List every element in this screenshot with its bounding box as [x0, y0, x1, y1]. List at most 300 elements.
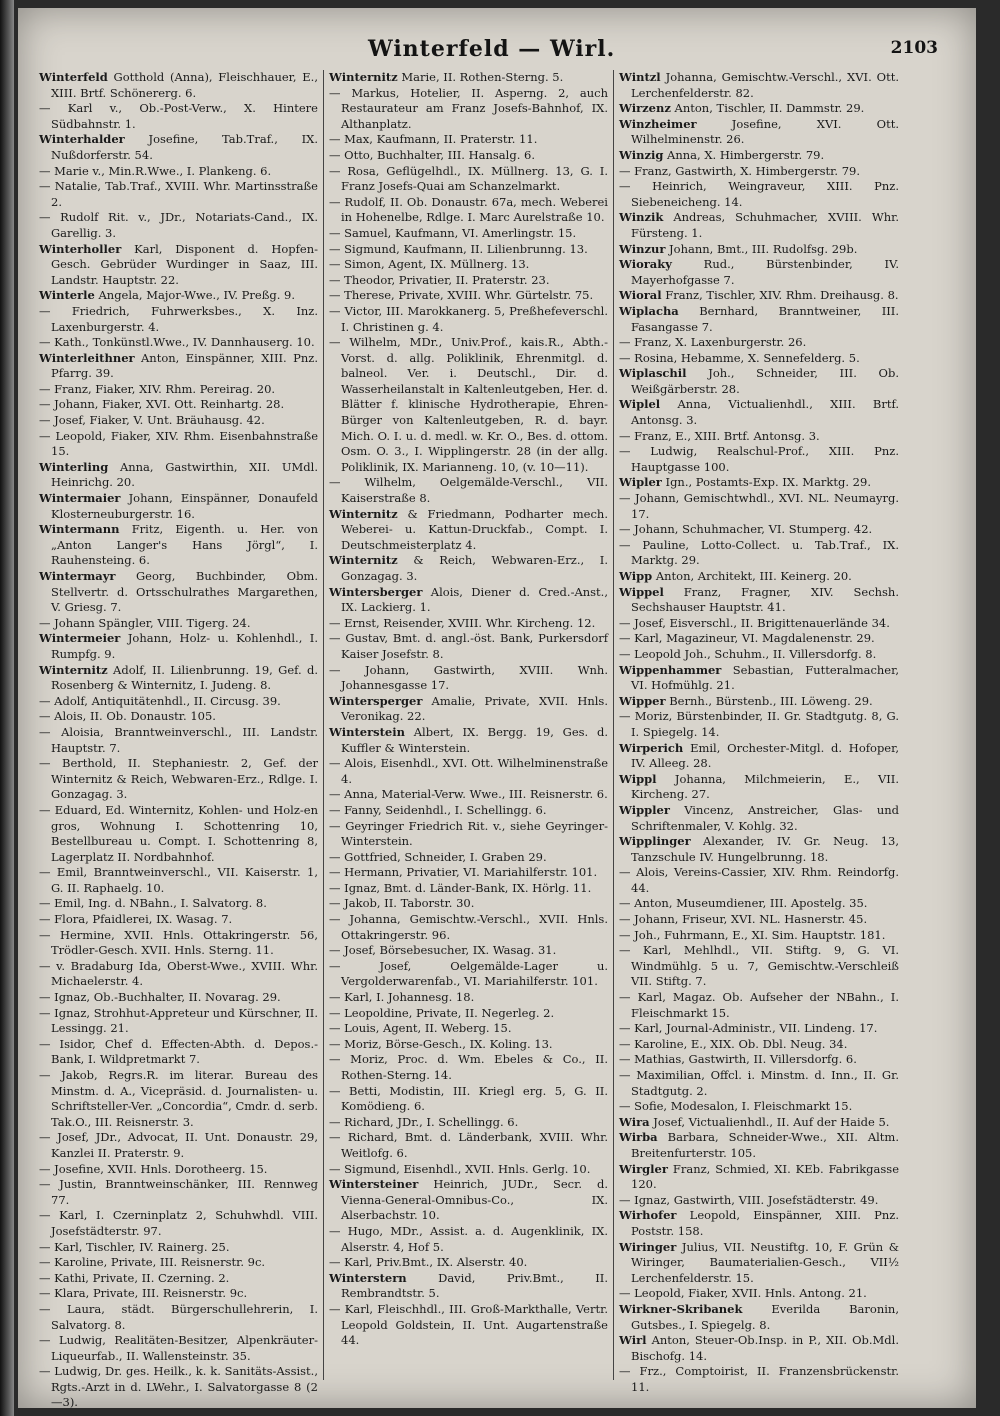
- directory-entry: [39, 616, 318, 632]
- entry-headword: Wintersperger: [329, 693, 423, 708]
- entry-text: Adolf, II. Lilienbrunng. 19, Gef. d. Rosenberg & Winternitz, I. Judeng. 8.: [51, 662, 318, 693]
- entry-text: — Johann Spängler, VIII. Tigerg. 24.: [39, 615, 251, 630]
- entry-headword: Wirperich: [619, 740, 684, 755]
- entry-text: — Leopold Joh., Schuhm., II. Villersdorfg. 8.: [619, 646, 877, 661]
- directory-entry: [619, 647, 899, 663]
- entry-text: — Anton, Museumdiener, III. Apostelg. 35.: [619, 896, 868, 911]
- entry-text: — Betti, Modistin, III. Kriegl erg. 5, G. II. Komödieng. 6.: [329, 1083, 608, 1114]
- entry-text: — Karl v., Ob.-Post-Verw., X. Hintere Südbahnstr. 1.: [39, 101, 318, 131]
- directory-entry: [329, 959, 608, 990]
- directory-entry: [619, 1162, 899, 1193]
- entry-text: — Rudolf Rit. v., JDr., Notariats-Cand., IX. Garellig. 3.: [39, 210, 318, 240]
- directory-entry: [39, 1271, 318, 1287]
- directory-entry: [619, 351, 899, 367]
- entry-text: — Fanny, Seidenhdl., I. Schellingg. 6.: [329, 802, 547, 817]
- directory-entry: [329, 725, 608, 756]
- entry-text: — Sigmund, Eisenhdl., XVII. Hnls. Gerlg. 10.: [329, 1161, 591, 1176]
- directory-entry: [619, 741, 899, 772]
- entry-text: Bernhard, Branntweiner, III. Fasangasse 7.: [631, 303, 899, 334]
- entry-text: Johanna, Milchmeierin, E., VII. Kircheng. 27.: [631, 771, 899, 802]
- entry-text: — Flora, Pfaidlerei, IX. Wasag. 7.: [39, 912, 233, 927]
- entry-text: — Karl, Magaz. Ob. Aufseher der NBahn., I. Fleischmarkt 15.: [619, 990, 899, 1020]
- entry-headword: Wippl: [619, 771, 657, 786]
- directory-entry: [619, 397, 899, 428]
- directory-entry: [39, 1240, 318, 1256]
- entry-text: — Hermann, Privatier, VI. Mariahilferstr. 101.: [329, 865, 598, 880]
- entry-text: — Ignaz, Strohhut-Appreteur und Kürschner, II. Lessingg. 21.: [39, 1005, 318, 1036]
- entry-text: Johann, Holz- u. Kohlenhdl., I. Rumpfg. 9.: [51, 631, 318, 661]
- entry-text: Albert, IX. Bergg. 19, Ges. d. Kuffler & Winterstein.: [341, 724, 608, 755]
- directory-entry: [619, 1115, 899, 1131]
- entry-headword: Winterholler: [39, 241, 122, 256]
- entry-headword: Wintermayr: [39, 569, 116, 583]
- directory-entry: [619, 1364, 899, 1395]
- directory-entry: [619, 288, 899, 304]
- entry-text: — Karl, Tischler, IV. Rainerg. 25.: [39, 1239, 230, 1254]
- entry-text: — Leopoldine, Private, II. Negerleg. 2.: [329, 1005, 555, 1020]
- directory-entry: [329, 881, 608, 897]
- directory-entry: [619, 366, 899, 397]
- entry-text: — Johann, Gastwirth, XVIII. Wnh. Johannesgasse 17.: [329, 662, 608, 693]
- entry-text: Emil, Orchester-Mitgl. d. Hofoper, IV. Alleeg. 28.: [631, 740, 899, 771]
- directory-entry: [329, 663, 608, 694]
- directory-entry: [619, 538, 899, 569]
- directory-entry: [619, 1099, 899, 1115]
- directory-entry: [39, 70, 318, 101]
- entry-text: & Reich, Webwaren-Erz., I. Gonzagag. 3.: [341, 553, 608, 583]
- entry-text: — Karl, I. Johannesg. 18.: [329, 990, 475, 1005]
- entry-text: — Johann, Friseur, XVI. NL. Hasnerstr. 45.: [619, 912, 868, 927]
- entry-text: — Karl, Magazineur, VI. Magdalenenstr. 29.: [619, 631, 875, 646]
- entry-text: — Ludwig, Dr. ges. Heilk., k. k. Sanitäts-Assist., Rgts.-Arzt in d. LWehr., I. Salvatorgasse 8 (2—3).: [39, 1364, 318, 1410]
- entry-text: Amalie, Private, XVII. Hnls. Veronikag. 22.: [341, 693, 608, 724]
- directory-entry: [329, 475, 608, 506]
- directory-entry: [39, 101, 318, 132]
- directory-entry: [39, 725, 318, 756]
- directory-entry: [39, 990, 318, 1006]
- directory-entry: [619, 585, 899, 616]
- entry-text: — Johanna, Gemischtw.-Verschl., XVII. Hnls. Ottakringerstr. 96.: [329, 912, 608, 942]
- entry-text: Johanna, Gemischtw.-Verschl., XVI. Ott. Lerchenfelderstr. 82.: [631, 70, 899, 100]
- entry-headword: Winterfeld: [39, 70, 108, 84]
- entry-text: — Gustav, Bmt. d. angl.-öst. Bank, Purkersdorf Kaiser Josefstr. 8.: [329, 631, 608, 661]
- entry-headword: Wirzenz: [619, 101, 671, 116]
- directory-entry: [39, 694, 318, 710]
- entry-text: Josefine, Tab.Traf., IX. Nußdorferstr. 54.: [51, 132, 318, 162]
- entry-text: Anton, Einspänner, XIII. Pnz. Pfarrg. 39.: [51, 350, 318, 381]
- directory-entry: [329, 1115, 608, 1131]
- entry-headword: Wiplaschil: [619, 366, 687, 381]
- directory-entry: [39, 397, 318, 413]
- directory-page: [18, 8, 976, 1408]
- page-header: [38, 28, 938, 68]
- directory-entry: [39, 803, 318, 865]
- entry-headword: Wintersteiner: [329, 1177, 419, 1192]
- entry-text: — Sigmund, Kaufmann, II. Lilienbrunng. 13.: [329, 241, 588, 256]
- entry-text: Barbara, Schneider-Wwe., XII. Altm. Breitenfurterstr. 105.: [631, 1130, 899, 1160]
- directory-entry: [39, 491, 318, 522]
- directory-entry: [619, 164, 899, 180]
- directory-entry: [619, 335, 899, 351]
- directory-entry: [329, 912, 608, 943]
- directory-columns: [34, 70, 906, 1410]
- entry-text: — Joh., Fuhrmann, E., XI. Sim. Hauptstr. 181.: [619, 927, 886, 942]
- entry-text: — Sofie, Modesalon, I. Fleischmarkt 15.: [619, 1099, 853, 1114]
- directory-entry: [619, 834, 899, 865]
- entry-text: Josefine, XVI. Ott. Wilhelminenstr. 26.: [631, 116, 899, 147]
- column-3: [614, 70, 904, 1394]
- running-head: Winterfeld — Wirl.: [368, 36, 616, 62]
- entry-text: — Kathi, Private, II. Czerning. 2.: [39, 1270, 230, 1285]
- directory-entry: [329, 148, 608, 164]
- directory-entry: [619, 522, 899, 538]
- page-number: 2103: [890, 38, 938, 58]
- book-gutter: [0, 0, 14, 1416]
- directory-entry: [39, 210, 318, 241]
- entry-headword: Winzheimer: [619, 116, 697, 131]
- entry-text: — Johann, Fiaker, XVI. Ott. Reinhartg. 28.: [39, 397, 285, 412]
- directory-entry: [329, 70, 608, 86]
- entry-text: — Anna, Material-Verw. Wwe., III. Reisnerstr. 6.: [329, 787, 608, 802]
- entry-text: — Heinrich, Weingraveur, XIII. Pnz. Siebeneicheng. 14.: [619, 179, 899, 209]
- entry-headword: Winzur: [619, 241, 666, 256]
- directory-entry: [39, 928, 318, 959]
- entry-text: — Gottfried, Schneider, I. Graben 29.: [329, 849, 547, 864]
- entry-text: — Karl, I. Czerninplatz 2, Schuhwhdl. VIII. Josefstädterstr. 97.: [39, 1208, 318, 1238]
- directory-entry: [619, 491, 899, 522]
- directory-entry: [39, 1333, 318, 1364]
- directory-entry: [39, 1006, 318, 1037]
- entry-headword: Winterling: [39, 459, 109, 474]
- directory-entry: [619, 117, 899, 148]
- directory-entry: [39, 413, 318, 429]
- entry-text: — Isidor, Chef d. Effecten-Abth. d. Depos.-Bank, I. Wildpretmarkt 7.: [39, 1036, 318, 1067]
- entry-text: — Josef, Oelgemälde-Lager u. Vergolderwarenfab., VI. Mariahilferstr. 101.: [329, 958, 608, 989]
- entry-text: — Victor, III. Marokkanerg. 5, Preßhefeverschl. I. Christinen g. 4.: [329, 303, 608, 334]
- directory-entry: [329, 1084, 608, 1115]
- entry-headword: Wira: [619, 1114, 650, 1129]
- directory-entry: [619, 990, 899, 1021]
- entry-text: — Josefine, XVII. Hnls. Dorotheerg. 15.: [39, 1161, 268, 1176]
- entry-text: — Wilhelm, MDr., Univ.Prof., kais.R., Abth.-Vorst. d. allg. Poliklinik, Ehrenmitgl. d. balneol. Ver. i. Deutschl., Dir. d. Wasserheilanstalt in Kaltenleutgeben, Her. d. Blätter f. klinische Hydrotherapie, Ehren-Bürger von Kaltenleutgeben, R. d. bayr. Mich. O. I. u. d. medl. w. Kr. O., Bes. d. ottom. Osm. O. 3., I. Wipplingerstr. 28 (in der allg. Poliklinik, IX. Marianneng. 10, (v. 10—11).: [329, 335, 608, 474]
- entry-text: Franz, Fragner, XIV. Sechsh. Sechshauser Hauptstr. 41.: [631, 584, 899, 615]
- entry-text: — Alois, Vereins-Cassier, XIV. Rhm. Reindorfg. 44.: [619, 865, 899, 895]
- directory-entry: [329, 1255, 608, 1271]
- entry-headword: Winternitz: [39, 662, 108, 677]
- entry-text: Heinrich, JUDr., Secr. d. Vienna-General-Omnibus-Co., IX. Alserbachstr. 10.: [341, 1177, 608, 1223]
- directory-entry: [39, 709, 318, 725]
- entry-text: Julius, VII. Neustiftg. 10, F. Grün & Wiringer, Baumaterialien-Gesch., VII½ Lerchenfelderstr. 15.: [631, 1239, 899, 1285]
- directory-entry: [329, 896, 608, 912]
- directory-entry: [39, 1162, 318, 1178]
- directory-entry: [619, 148, 899, 164]
- directory-entry: [39, 569, 318, 616]
- entry-headword: Winterleithner: [39, 350, 135, 365]
- entry-text: Georg, Buchbinder, Obm. Stellvertr. d. Ortsschulrathes Margarethen, V. Griesg. 7.: [51, 569, 318, 615]
- directory-entry: [619, 912, 899, 928]
- entry-text: — Jakob, II. Taborstr. 30.: [329, 896, 475, 911]
- directory-entry: [39, 631, 318, 662]
- directory-entry: [329, 553, 608, 584]
- entry-text: — Ernst, Reisender, XVIII. Whr. Kircheng. 12.: [329, 615, 596, 630]
- directory-entry: [619, 1302, 899, 1333]
- entry-text: Johann, Bmt., III. Rudolfsg. 29b.: [665, 241, 858, 256]
- directory-entry: [39, 1037, 318, 1068]
- directory-entry: [619, 772, 899, 803]
- entry-headword: Wirkner-Skribanek: [619, 1301, 743, 1316]
- directory-entry: [329, 257, 608, 273]
- entry-text: — Markus, Hotelier, II. Asperng. 2, auch Restaurateur am Franz Josefs-Bahnhof, IX. Althanplatz.: [329, 85, 608, 131]
- directory-entry: [329, 819, 608, 850]
- directory-entry: [39, 522, 318, 569]
- entry-headword: Wiringer: [619, 1239, 677, 1254]
- entry-text: — Friedrich, Fuhrwerksbes., X. Inz. Laxenburgerstr. 4.: [39, 303, 318, 334]
- entry-headword: Winterhalder: [39, 132, 125, 147]
- entry-headword: Winzig: [619, 147, 664, 162]
- directory-entry: [619, 257, 899, 288]
- entry-text: — Josef, JDr., Advocat, II. Unt. Donaustr. 29, Kanzlei II. Praterstr. 9.: [39, 1130, 318, 1160]
- directory-entry: [329, 195, 608, 226]
- directory-entry: [39, 1255, 318, 1271]
- directory-entry: [619, 444, 899, 475]
- entry-text: Andreas, Schuhmacher, XVIII. Whr. Fürsteng. 1.: [631, 210, 899, 240]
- entry-text: — Jakob, Regrs.R. im literar. Bureau des Minstm. d. A., Vicepräsid. d. Journalisten- u. Schriftsteller-Ver. „Concordia“, Cmdr. d. serb. Tak.O., III. Reisnerstr. 3.: [39, 1068, 318, 1129]
- entry-text: Anna, Gastwirthin, XII. UMdl. Heinrichg. 20.: [51, 459, 318, 490]
- entry-headword: Wioral: [619, 288, 662, 303]
- entry-text: — Leopold, Fiaker, XIV. Rhm. Eisenbahnstraße 15.: [39, 428, 318, 459]
- entry-text: — Hugo, MDr., Assist. a. d. Augenklinik, IX. Alserstr. 4, Hof 5.: [329, 1223, 608, 1254]
- directory-entry: [329, 1037, 608, 1053]
- entry-text: Leopold, Einspänner, XIII. Pnz. Poststr. 158.: [631, 1208, 899, 1238]
- entry-text: Anton, Tischler, II. Dammstr. 29.: [670, 101, 865, 116]
- entry-text: — Geyringer Friedrich Rit. v., siehe Geyringer-Winterstein.: [329, 818, 608, 849]
- directory-entry: [619, 70, 899, 101]
- entry-text: — Adolf, Antiquitätenhdl., II. Circusg. 39.: [39, 693, 281, 708]
- directory-entry: [619, 429, 899, 445]
- directory-entry: [39, 351, 318, 382]
- entry-headword: Wippenhammer: [619, 662, 722, 677]
- directory-entry: [39, 460, 318, 491]
- entry-headword: Winternitz: [329, 553, 398, 568]
- directory-entry: [39, 335, 318, 351]
- entry-text: — Karl, Journal-Administr., VII. Lindeng. 17.: [619, 1021, 878, 1036]
- entry-text: — Samuel, Kaufmann, VI. Amerlingstr. 15.: [329, 225, 577, 240]
- entry-text: — Justin, Branntweinschänker, III. Rennweg 77.: [39, 1177, 318, 1207]
- directory-entry: [619, 896, 899, 912]
- directory-entry: [619, 1021, 899, 1037]
- entry-text: — Emil, Ing. d. NBahn., I. Salvatorg. 8.: [39, 896, 267, 911]
- entry-text: — Aloisia, Branntweinverschl., III. Landstr. Hauptstr. 7.: [39, 724, 318, 755]
- entry-text: Anna, Victualienhdl., XIII. Brtf. Antonsg. 3.: [631, 397, 899, 428]
- directory-entry: [329, 1177, 608, 1224]
- entry-text: — Simon, Agent, IX. Müllnerg. 13.: [329, 257, 530, 272]
- directory-entry: [39, 959, 318, 990]
- directory-entry: [329, 1162, 608, 1178]
- directory-entry: [619, 242, 899, 258]
- directory-entry: [619, 943, 899, 990]
- directory-entry: [329, 335, 608, 475]
- directory-entry: [39, 132, 318, 163]
- directory-entry: [39, 663, 318, 694]
- directory-entry: [329, 164, 608, 195]
- directory-entry: [329, 585, 608, 616]
- directory-entry: [329, 86, 608, 133]
- directory-entry: [619, 865, 899, 896]
- entry-text: David, Priv.Bmt., II. Rembrandtstr. 5.: [341, 1270, 608, 1301]
- directory-entry: [39, 1364, 318, 1411]
- entry-text: — Karl, Priv.Bmt., IX. Alserstr. 40.: [329, 1255, 528, 1270]
- entry-text: Anna, X. Himbergerstr. 79.: [663, 147, 825, 162]
- directory-entry: [329, 1271, 608, 1302]
- directory-entry: [619, 803, 899, 834]
- entry-headword: Wipplinger: [619, 834, 691, 849]
- entry-text: — Johann, Gemischtwhdl., XVI. NL. Neumayrg. 17.: [619, 491, 899, 521]
- directory-entry: [39, 304, 318, 335]
- entry-text: — v. Bradaburg Ida, Oberst-Wwe., XVIII. Whr. Michaelerstr. 4.: [39, 958, 318, 989]
- directory-entry: [329, 242, 608, 258]
- entry-headword: Winternitz: [329, 506, 398, 521]
- entry-headword: Winternitz: [329, 70, 398, 84]
- directory-entry: [39, 164, 318, 180]
- entry-text: — Frz., Comptoirist, II. Franzensbrückenstr. 11.: [619, 1364, 899, 1394]
- directory-entry: [619, 1208, 899, 1239]
- directory-entry: [39, 242, 318, 289]
- directory-entry: [329, 1302, 608, 1349]
- directory-entry: [619, 475, 899, 491]
- entry-text: — Ignaz, Gastwirth, VIII. Josefstädterstr. 49.: [619, 1192, 879, 1207]
- entry-text: — Karl, Fleischhdl., III. Groß-Markthalle, Vertr. Leopold Goldstein, II. Unt. Augartenstraße 44.: [329, 1301, 608, 1348]
- entry-text: & Friedmann, Podharter mech. Weberei- u. Kattun-Druckfab., Compt. I. Deutschmeisterplatz 4.: [341, 506, 608, 552]
- directory-entry: [329, 787, 608, 803]
- directory-entry: [329, 850, 608, 866]
- entry-text: Johann, Einspänner, Donaufeld Klosterneuburgerstr. 16.: [51, 491, 318, 521]
- directory-entry: [329, 990, 608, 1006]
- directory-entry: [329, 1021, 608, 1037]
- entry-text: — Max, Kaufmann, II. Praterstr. 11.: [329, 132, 538, 147]
- entry-text: Rud., Bürstenbinder, IV. Mayerhofgasse 7.: [631, 257, 899, 287]
- directory-entry: [619, 304, 899, 335]
- entry-text: — Ludwig, Realitäten-Besitzer, Alpenkräuter-Liqueurfab., II. Wallensteinstr. 35.: [39, 1333, 318, 1363]
- directory-entry: [329, 616, 608, 632]
- entry-headword: Wintzl: [619, 70, 661, 84]
- entry-text: Bernh., Bürstenb., III. Löweng. 29.: [665, 693, 873, 708]
- entry-text: — Karoline, Private, III. Reisnerstr. 9c.: [39, 1255, 266, 1270]
- directory-entry: [619, 631, 899, 647]
- directory-entry: [39, 429, 318, 460]
- entry-text: — Berthold, II. Stephaniestr. 2, Gef. der Winternitz & Reich, Webwaren-Erz., Rdlge. I. Gonzagag. 3.: [39, 756, 318, 802]
- entry-text: Angela, Major-Wwe., IV. Preßg. 9.: [94, 288, 296, 303]
- entry-headword: Winzik: [619, 210, 664, 225]
- directory-entry: [329, 756, 608, 787]
- column-2: [324, 70, 614, 1380]
- directory-entry: [329, 803, 608, 819]
- entry-headword: Wiplacha: [619, 303, 679, 318]
- directory-entry: [619, 569, 899, 585]
- entry-text: — Natalie, Tab.Traf., XVIII. Whr. Martinsstraße 2.: [39, 179, 318, 209]
- entry-text: — Richard, Bmt. d. Länderbank, XVIII. Whr. Weitlofg. 6.: [329, 1130, 608, 1160]
- directory-entry: [619, 1052, 899, 1068]
- entry-headword: Wioraky: [619, 257, 672, 272]
- entry-text: Fritz, Eigenth. u. Her. von „Anton Langer's Hans Jörgl“, I. Rauhensteing. 6.: [51, 522, 318, 568]
- entry-text: — Josef, Eisverschl., II. Brigittenauerlände 34.: [619, 615, 890, 630]
- entry-text: Alexander, IV. Gr. Neug. 13, Tanzschule IV. Hungelbrunng. 18.: [631, 834, 899, 864]
- entry-headword: Winterstein: [329, 724, 405, 739]
- entry-headword: Wintermaier: [39, 491, 121, 506]
- entry-text: Marie, II. Rothen-Sterng. 5.: [397, 70, 564, 84]
- entry-headword: Wippel: [619, 584, 664, 599]
- entry-text: — Emil, Branntweinverschl., VII. Kaiserstr. 1, G. II. Raphaelg. 10.: [39, 865, 318, 895]
- entry-text: — Moriz, Börse-Gesch., IX. Koling. 13.: [329, 1036, 553, 1051]
- entry-text: — Josef, Börsebesucher, IX. Wasag. 31.: [329, 943, 557, 958]
- entry-text: Karl, Disponent d. Hopfen-Gesch. Gebrüder Wurdinger in Saaz, III. Landstr. Hauptstr. 22.: [51, 241, 318, 287]
- entry-headword: Winterstern: [329, 1270, 407, 1285]
- entry-text: — Richard, JDr., I. Schellingg. 6.: [329, 1114, 519, 1129]
- entry-text: — Franz, X. Laxenburgerstr. 26.: [619, 335, 807, 350]
- entry-text: — Kath., Tonkünstl.Wwe., IV. Dannhauserg. 10.: [39, 335, 315, 350]
- directory-entry: [39, 912, 318, 928]
- directory-entry: [619, 1286, 899, 1302]
- entry-text: — Ignaz, Bmt. d. Länder-Bank, IX. Hörlg. 11.: [329, 880, 592, 895]
- entry-text: Anton, Architekt, III. Keinerg. 20.: [652, 569, 852, 583]
- directory-entry: [619, 1130, 899, 1161]
- directory-entry: [619, 179, 899, 210]
- directory-entry: [329, 273, 608, 289]
- directory-entry: [329, 1006, 608, 1022]
- entry-text: — Josef, Fiaker, V. Unt. Bräuhausg. 42.: [39, 413, 265, 428]
- entry-text: — Franz, E., XIII. Brtf. Antonsg. 3.: [619, 428, 820, 443]
- directory-entry: [329, 1224, 608, 1255]
- entry-text: — Louis, Agent, II. Weberg. 15.: [329, 1021, 512, 1036]
- entry-headword: Wintersberger: [329, 584, 423, 599]
- directory-entry: [39, 179, 318, 210]
- entry-text: — Marie v., Min.R.Wwe., I. Plankeng. 6.: [39, 163, 272, 178]
- entry-text: — Hermine, XVII. Hnls. Ottakringerstr. 56, Trödler-Gesch. XVII. Hnls. Sterng. 11.: [39, 927, 318, 958]
- entry-text: Franz, Schmied, XI. KEb. Fabrikgasse 120.: [631, 1161, 899, 1192]
- directory-entry: [329, 507, 608, 554]
- directory-entry: [619, 1193, 899, 1209]
- entry-text: Ign., Postamts-Exp. IX. Marktg. 29.: [661, 475, 871, 490]
- entry-headword: Wirhofer: [619, 1208, 677, 1223]
- entry-text: — Johann, Schuhmacher, VI. Stumperg. 42.: [619, 522, 873, 537]
- directory-entry: [39, 288, 318, 304]
- entry-text: — Wilhelm, Oelgemälde-Verschl., VII. Kaiserstraße 8.: [329, 475, 608, 506]
- entry-text: — Eduard, Ed. Winternitz, Kohlen- und Holz-en gros, Wohnung I. Schottenring 10, Bestellbureau u. Compt. I. Schottenring 8, Lagerplatz II. Nordbahnhof.: [39, 802, 318, 864]
- directory-entry: [329, 132, 608, 148]
- entry-text: Vincenz, Anstreicher, Glas- und Schriftenmaler, V. Kohlg. 32.: [631, 802, 899, 833]
- directory-entry: [329, 226, 608, 242]
- entry-text: — Alois, II. Ob. Donaustr. 105.: [39, 709, 216, 724]
- entry-text: — Ignaz, Ob.-Buchhalter, II. Novarag. 29.: [39, 990, 281, 1005]
- entry-text: Joh., Schneider, III. Ob. Weißgärberstr. 28.: [631, 366, 899, 396]
- entry-headword: Winterle: [39, 288, 95, 303]
- entry-headword: Wiplel: [619, 397, 661, 412]
- directory-entry: [329, 865, 608, 881]
- entry-text: — Klara, Private, III. Reisnerstr. 9c.: [39, 1286, 248, 1301]
- directory-entry: [619, 663, 899, 694]
- directory-entry: [619, 210, 899, 241]
- entry-text: — Maximilian, Offcl. i. Minstm. d. Inn., II. Gr. Stadtgutg. 2.: [619, 1068, 899, 1098]
- entry-headword: Wippler: [619, 802, 670, 817]
- directory-entry: [619, 616, 899, 632]
- directory-entry: [329, 631, 608, 662]
- entry-text: — Moriz, Bürstenbinder, II. Gr. Stadtgutg. 8, G. I. Spiegelg. 14.: [619, 709, 899, 739]
- entry-headword: Wirba: [619, 1130, 658, 1145]
- entry-text: — Leopold, Fiaker, XVII. Hnls. Antong. 21.: [619, 1286, 867, 1301]
- directory-entry: [329, 694, 608, 725]
- directory-entry: [39, 896, 318, 912]
- entry-text: — Alois, Eisenhdl., XVI. Ott. Wilhelminenstraße 4.: [329, 756, 608, 786]
- entry-text: Gotthold (Anna), Fleischhauer, E., XIII. Brtf. Schönererg. 6.: [51, 70, 318, 100]
